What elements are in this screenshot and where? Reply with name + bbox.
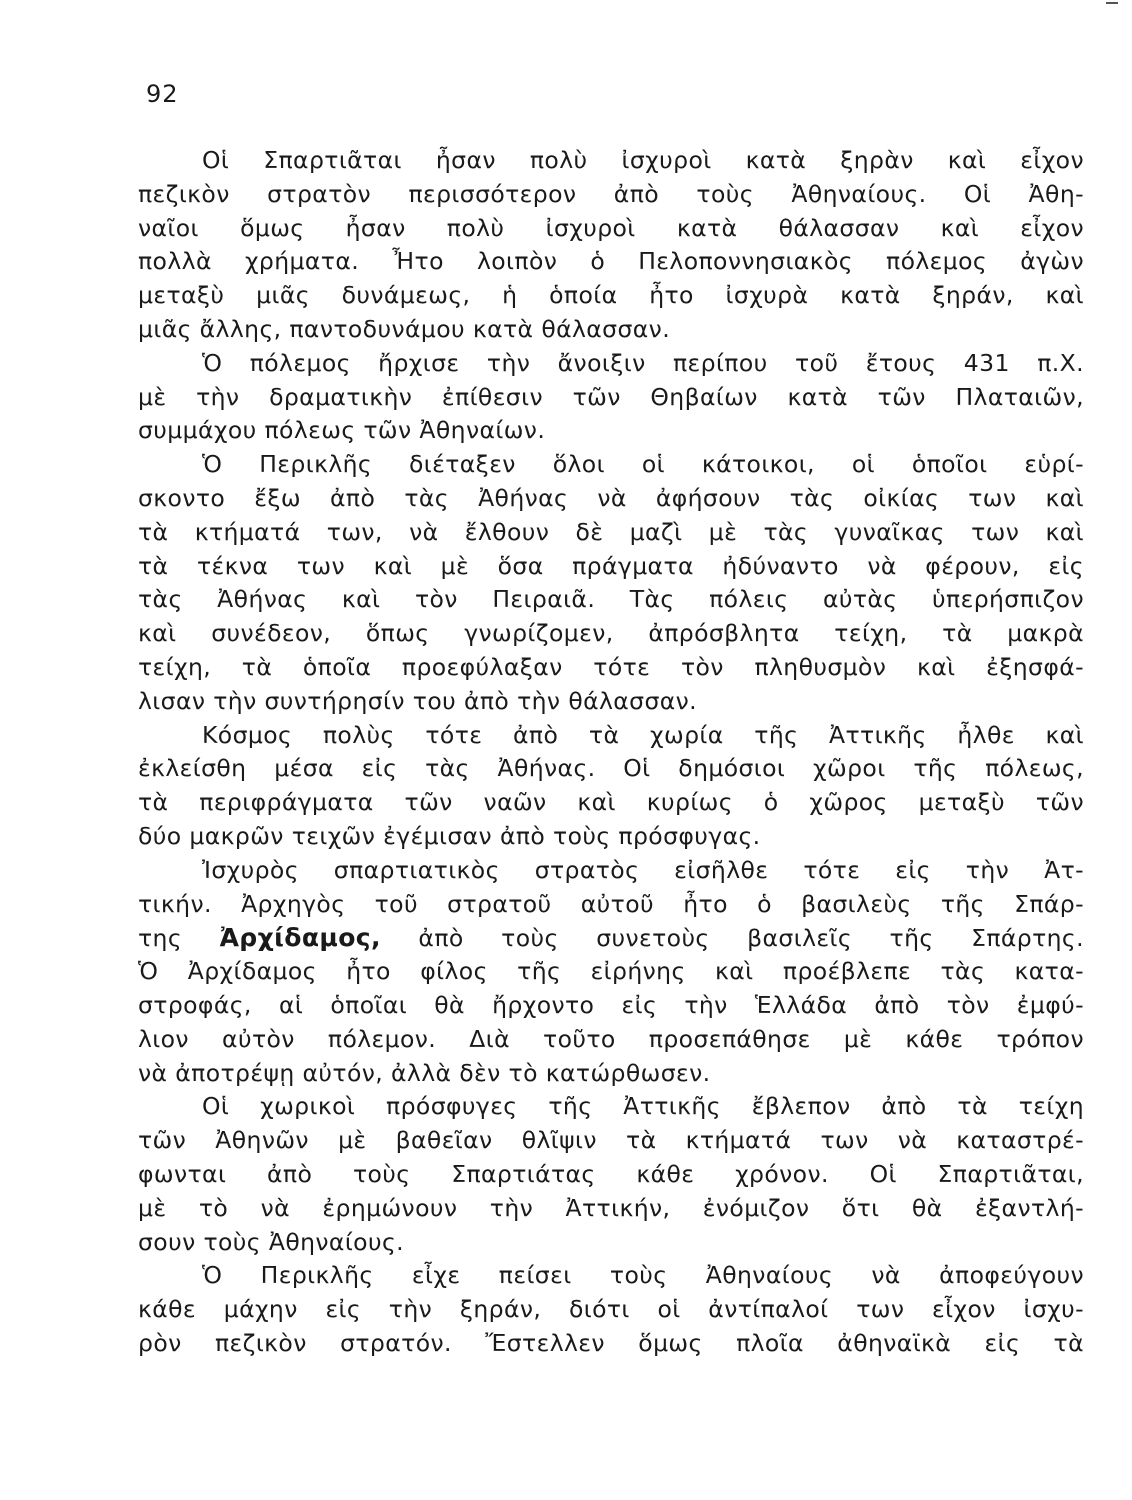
text-line: Ὁ πόλεμος ἤρχισε τὴν ἄνοιξιν περίπου τοῦ ἔτους 431 π.Χ. [202, 348, 1084, 377]
text-line: πεζικὸν στρατὸν περισσότερον ἀπὸ τοὺς Ἀθηναίους. Οἱ Ἀθη- [138, 179, 1084, 208]
text-line: Ὁ Περικλῆς διέταξεν ὅλοι οἱ κάτοικοι, οἱ ὁποῖοι εὑρί- [202, 450, 1084, 479]
text-line: τὰ τέκνα των καὶ μὲ ὅσα πράγματα ἠδύναντο νὰ φέρουν, εἰς [138, 551, 1084, 580]
text-line: νὰ ἀποτρέψῃ αὐτόν, ἀλλὰ δὲν τὸ κατώρθωσεν. [138, 1058, 711, 1087]
text-line: ρὸν πεζικὸν στρατόν. Ἔστελλεν ὅμως πλοῖα ἀθηναϊκὰ εἰς τὰ [138, 1328, 1084, 1357]
text-line: τὰ κτήματά των, νὰ ἔλθουν δὲ μαζὶ μὲ τὰς γυναῖκας των καὶ [138, 517, 1084, 546]
text-line: Οἱ Σπαρτιᾶται ἦσαν πολὺ ἰσχυροὶ κατὰ ξηρὰν καὶ εἶχον [202, 146, 1084, 174]
text-line: μὲ τὸ νὰ ἐρημώνουν τὴν Ἀττικήν, ἐνόμιζον ὅτι θὰ ἐξαντλή- [138, 1193, 1084, 1222]
text-line: τὰ περιφράγματα τῶν ναῶν καὶ κυρίως ὁ χῶρος μεταξὺ τῶν [138, 788, 1084, 817]
text-line: κάθε μάχην εἰς τὴν ξηράν, διότι οἱ ἀντίπαλοί των εἶχον ἰσχυ- [138, 1295, 1084, 1324]
text-line: λιον αὐτὸν πόλεμον. Διὰ τοῦτο προσεπάθησε μὲ κάθε τρόπον [138, 1024, 1084, 1053]
text-line: τείχη, τὰ ὁποῖα προεφύλαξαν τότε τὸν πληθυσμὸν καὶ ἐξησφά- [138, 652, 1084, 681]
text-line: Ὁ Ἀρχίδαμος ἦτο φίλος τῆς εἰρήνης καὶ προέβλεπε τὰς κατα- [138, 957, 1084, 986]
text-line: σουν τοὺς Ἀθηναίους. [138, 1227, 405, 1256]
text-segment: της [138, 924, 220, 953]
text-line: μιᾶς ἄλλης, παντοδυνάμου κατὰ θάλασσαν. [138, 314, 671, 343]
text-line: στροφάς, αἱ ὁποῖαι θὰ ἤρχοντο εἰς τὴν Ἑλλάδα ἀπὸ τὸν ἐμφύ- [138, 990, 1084, 1019]
text-line [138, 921, 1084, 955]
text-line: τικήν. Ἀρχηγὸς τοῦ στρατοῦ αὐτοῦ ἦτο ὁ βασιλεὺς τῆς Σπάρ- [138, 889, 1084, 918]
text-line: δύο μακρῶν τειχῶν ἐγέμισαν ἀπὸ τοὺς πρόσφυγας. [138, 821, 761, 850]
text-line: μὲ τὴν δραματικὴν ἐπίθεσιν τῶν Θηβαίων κατὰ τῶν Πλαταιῶν, [138, 382, 1084, 411]
bold-name: Ἀρχίδαμος, [219, 923, 381, 953]
text-line: φωνται ἀπὸ τοὺς Σπαρτιάτας κάθε χρόνον. Οἱ Σπαρτιᾶται, [138, 1159, 1084, 1188]
text-line: ἐκλείσθη μέσα εἰς τὰς Ἀθήνας. Οἱ δημόσιοι χῶροι τῆς πόλεως, [138, 754, 1084, 783]
text-line: τὰς Ἀθήνας καὶ τὸν Πειραιᾶ. Τὰς πόλεις αὐτὰς ὑπερήσπιζον [138, 585, 1084, 614]
text-line: πολλὰ χρήματα. Ἦτο λοιπὸν ὁ Πελοποννησιακὸς πόλεμος ἀγὼν [138, 247, 1084, 276]
text-line: συμμάχου πόλεως τῶν Ἀθηναίων. [138, 416, 546, 445]
text-line: λισαν τὴν συντήρησίν του ἀπὸ τὴν θάλασσαν. [138, 686, 698, 715]
text-line: Οἱ χωρικοὶ πρόσφυγες τῆς Ἀττικῆς ἔβλεπον ἀπὸ τὰ τείχη [202, 1092, 1084, 1121]
text-segment: ἀπὸ τοὺς συνετοὺς βασιλεῖς τῆς Σπάρτης. [380, 924, 1084, 953]
text-line: μεταξὺ μιᾶς δυνάμεως, ἡ ὁποία ἦτο ἰσχυρὰ κατὰ ξηράν, καὶ [138, 281, 1084, 310]
page-number: 92 [146, 80, 179, 108]
text-line: καὶ συνέδεον, ὅπως γνωρίζομεν, ἀπρόσβλητα τείχη, τὰ μακρὰ [138, 619, 1084, 648]
text-line: ναῖοι ὅμως ἦσαν πολὺ ἰσχυροὶ κατὰ θάλασσαν καὶ εἶχον [138, 213, 1084, 242]
body-text [138, 144, 1084, 1361]
text-line: σκοντο ἔξω ἀπὸ τὰς Ἀθήνας νὰ ἀφήσουν τὰς οἰκίας των καὶ [138, 483, 1084, 512]
corner-scan-mark [1106, 2, 1118, 4]
text-line: Ἰσχυρὸς σπαρτιατικὸς στρατὸς εἰσῆλθε τότε εἰς τὴν Ἀτ- [202, 855, 1084, 884]
text-line: Ὁ Περικλῆς εἶχε πείσει τοὺς Ἀθηναίους νὰ ἀποφεύγουν [202, 1261, 1084, 1290]
text-line: Κόσμος πολὺς τότε ἀπὸ τὰ χωρία τῆς Ἀττικῆς ἦλθε καὶ [202, 720, 1084, 749]
text-line: τῶν Ἀθηνῶν μὲ βαθεῖαν θλῖψιν τὰ κτήματά των νὰ καταστρέ- [138, 1126, 1084, 1155]
